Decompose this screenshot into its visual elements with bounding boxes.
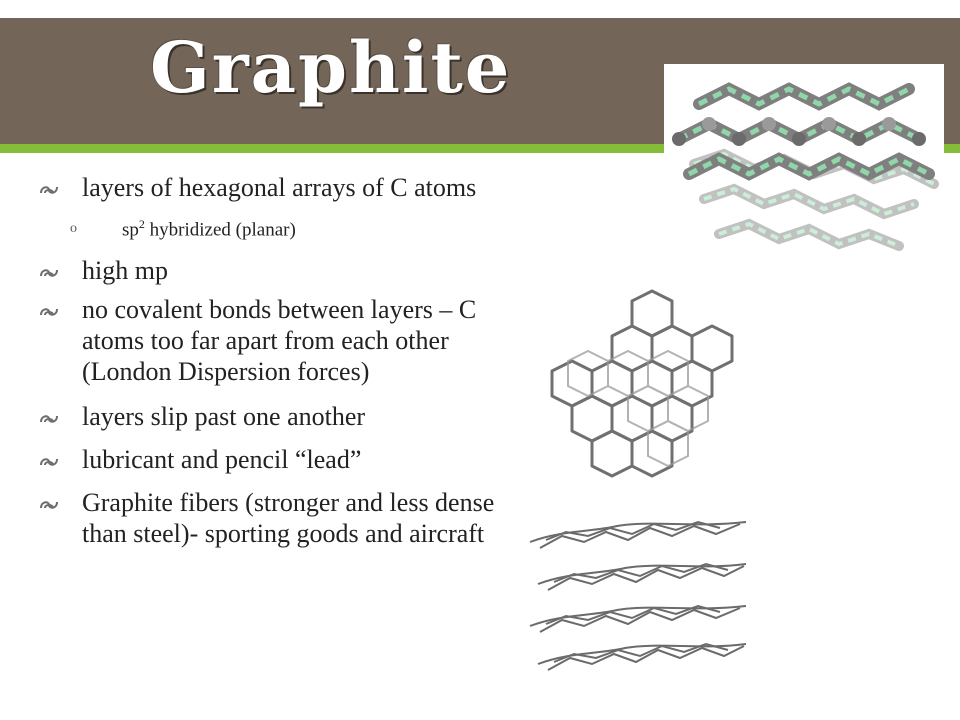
bullet-item (0, 487, 500, 549)
slide-title: Graphite (150, 26, 512, 109)
bullet-item (0, 444, 500, 475)
graphite-3d-model-drawing (664, 64, 944, 270)
graphite-layers-image (522, 512, 754, 682)
bullet-text: no covalent bonds between layers – C atoms too far apart from each other (London Dispersion forces) (82, 295, 477, 387)
bullet-item (0, 401, 500, 432)
sub-bullet-prefix: sp (122, 219, 139, 241)
graphite-lattice-image (522, 276, 742, 511)
sub-bullet-marker: o (70, 221, 77, 236)
bullet-text: layers slip past one another (82, 402, 366, 432)
bullet-text: lubricant and pencil “lead” (82, 445, 362, 475)
bullet-marker-icon (38, 306, 62, 318)
bullet-item (0, 172, 500, 203)
graphite-layers-drawing (522, 512, 754, 677)
bullet-item (0, 294, 500, 387)
sub-bullet-superscript: 2 (138, 217, 145, 231)
bullet-marker-icon (38, 499, 62, 511)
bullet-text: layers of hexagonal arrays of C atoms (82, 173, 477, 202)
sub-bullet-suffix: hybridized (planar) (144, 219, 296, 241)
bullet-marker-icon (38, 456, 62, 468)
bullet-text: high mp (82, 256, 168, 286)
bullet-marker-icon (38, 413, 62, 425)
bullet-marker-icon (38, 267, 62, 279)
bullet-item (0, 255, 500, 286)
bullet-marker-icon (38, 184, 62, 196)
graphite-3d-model-image (664, 64, 944, 270)
bullet-text: Graphite fibers (stronger and less dense than steel)- sporting goods and aircraft (82, 488, 495, 549)
graphite-lattice-drawing (522, 276, 742, 506)
sub-bullet-item (0, 211, 500, 243)
bullet-list (0, 172, 500, 549)
